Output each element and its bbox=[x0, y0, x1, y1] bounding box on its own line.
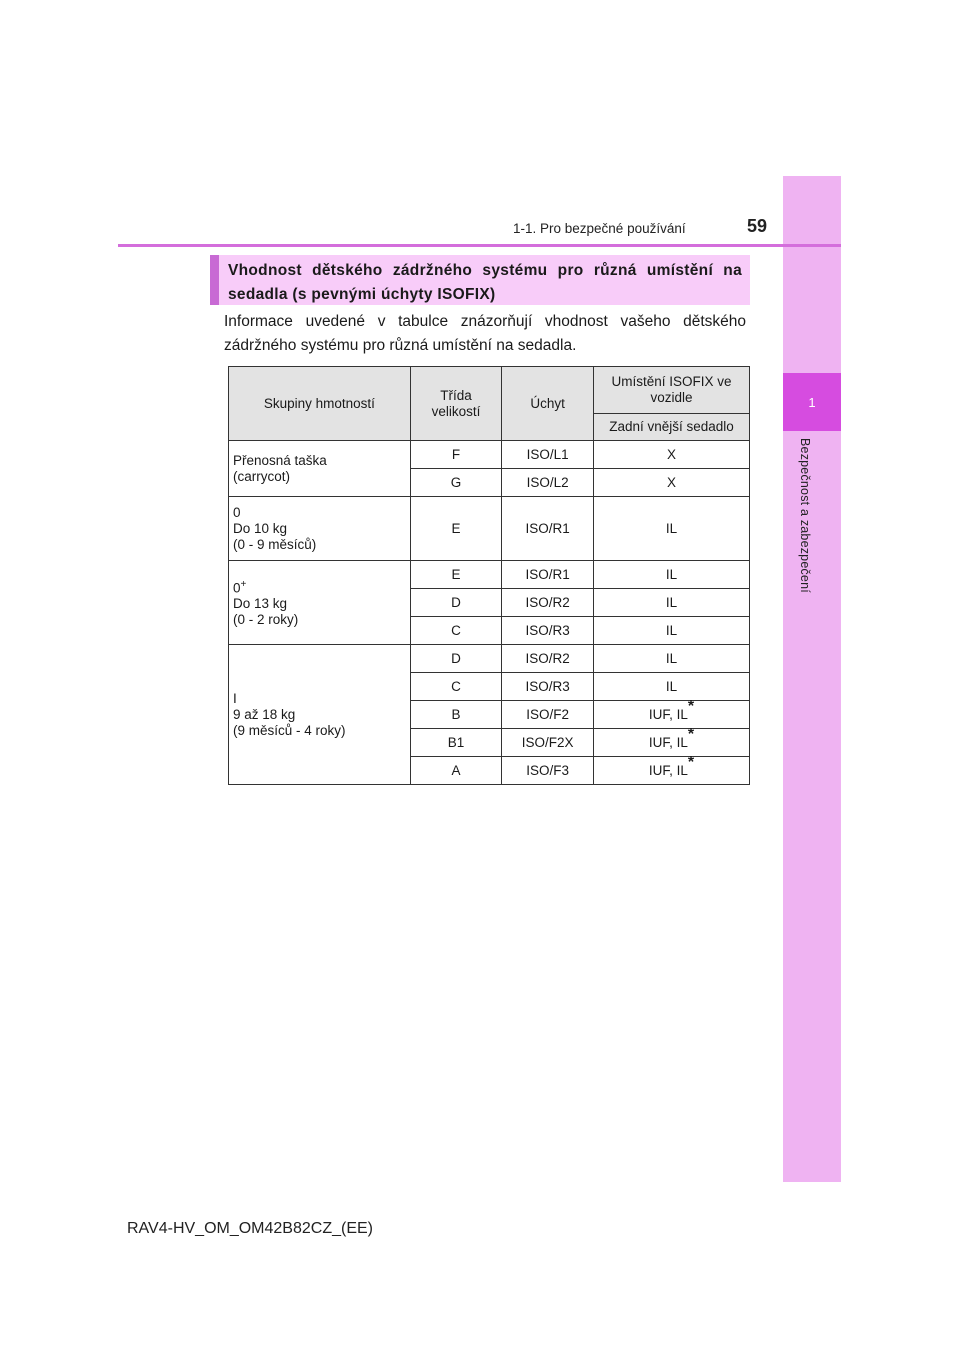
weight-group-line: I bbox=[233, 690, 237, 706]
weight-group-line: (carrycot) bbox=[233, 468, 290, 484]
chapter-title: Bezpečnost a zabezpečení bbox=[798, 438, 812, 593]
header-isofix-position: Umístění ISOFIX ve vozidle bbox=[594, 367, 750, 414]
fixture-cell: ISO/R1 bbox=[502, 497, 594, 561]
fixture-cell: ISO/R3 bbox=[502, 617, 594, 645]
weight-group-cell bbox=[229, 645, 411, 785]
header-fixture: Úchyt bbox=[502, 367, 594, 441]
size-class-cell: B1 bbox=[410, 729, 502, 757]
size-class-cell: E bbox=[410, 561, 502, 589]
fixture-cell: ISO/L2 bbox=[502, 469, 594, 497]
weight-group-line: Přenosná taška bbox=[233, 452, 327, 468]
weight-group-line: (0 - 2 roky) bbox=[233, 612, 299, 628]
fixture-cell: ISO/F2 bbox=[502, 701, 594, 729]
header-size-class bbox=[410, 367, 502, 441]
fixture-cell: ISO/R2 bbox=[502, 645, 594, 673]
suitability-cell: X bbox=[594, 441, 750, 469]
intro-paragraph: Informace uvedené v tabulce znázorňují vhodnost vašeho dětského zádržného systému pro různá umístění na sedadla. bbox=[224, 313, 746, 354]
weight-group-line: (9 měsíců - 4 roky) bbox=[233, 722, 346, 738]
weight-group-line: 9 až 18 kg bbox=[233, 706, 296, 722]
header-weight-groups: Skupiny hmotností bbox=[229, 367, 411, 441]
size-class-cell: D bbox=[410, 589, 502, 617]
header-rear-outboard-seat: Zadní vnější sedadlo bbox=[594, 414, 750, 441]
size-class-cell: C bbox=[410, 673, 502, 701]
size-class-cell: E bbox=[410, 497, 502, 561]
fixture-cell: ISO/R3 bbox=[502, 673, 594, 701]
suitability-cell: IL bbox=[594, 589, 750, 617]
suitability-cell: IL bbox=[594, 497, 750, 561]
fixture-cell: ISO/F2X bbox=[502, 729, 594, 757]
header-divider bbox=[118, 244, 841, 247]
table-row bbox=[229, 441, 750, 469]
weight-group-cell bbox=[229, 561, 411, 645]
page-number: 59 bbox=[747, 216, 768, 236]
suitability-cell: IUF, IL* bbox=[594, 701, 750, 729]
fixture-cell: ISO/R1 bbox=[502, 561, 594, 589]
suitability-cell: X bbox=[594, 469, 750, 497]
weight-group-cell bbox=[229, 497, 411, 561]
header-size-class-text: Třída velikostí bbox=[431, 387, 481, 419]
suitability-cell: IL bbox=[594, 617, 750, 645]
chapter-number-tab bbox=[783, 373, 841, 431]
section-heading-text: Vhodnost dětského zádržného systému pro různá umístění na sedadla (s pevnými úchyty ISOFIX) bbox=[228, 262, 742, 303]
section-heading bbox=[210, 255, 750, 305]
table-row bbox=[229, 497, 750, 561]
weight-group-line: Do 10 kg bbox=[233, 520, 288, 536]
weight-group-cell bbox=[229, 441, 411, 497]
suitability-cell: IUF, IL* bbox=[594, 729, 750, 757]
table-row bbox=[229, 561, 750, 589]
fixture-cell: ISO/F3 bbox=[502, 757, 594, 785]
size-class-cell: G bbox=[410, 469, 502, 497]
suitability-cell: IL bbox=[594, 673, 750, 701]
fixture-cell: ISO/R2 bbox=[502, 589, 594, 617]
isofix-suitability-table bbox=[228, 366, 750, 785]
fixture-cell: ISO/L1 bbox=[502, 441, 594, 469]
section-title: 1-1. Pro bezpečné používání bbox=[513, 221, 686, 236]
suitability-cell: IL bbox=[594, 645, 750, 673]
size-class-cell: B bbox=[410, 701, 502, 729]
suitability-cell: IL bbox=[594, 561, 750, 589]
suitability-cell: IUF, IL* bbox=[594, 757, 750, 785]
weight-group-line: 0 bbox=[233, 504, 241, 520]
side-tab bbox=[783, 176, 841, 1182]
chapter-number: 1 bbox=[808, 394, 816, 410]
size-class-cell: D bbox=[410, 645, 502, 673]
size-class-cell: C bbox=[410, 617, 502, 645]
weight-group-line: 0+ bbox=[233, 578, 247, 596]
size-class-cell: A bbox=[410, 757, 502, 785]
size-class-cell: F bbox=[410, 441, 502, 469]
weight-group-line: (0 - 9 měsíců) bbox=[233, 536, 317, 552]
table-row bbox=[229, 645, 750, 673]
weight-group-line: Do 13 kg bbox=[233, 596, 288, 612]
table-body bbox=[229, 441, 750, 785]
document-code: RAV4-HV_OM_OM42B82CZ_(EE) bbox=[127, 1220, 373, 1237]
